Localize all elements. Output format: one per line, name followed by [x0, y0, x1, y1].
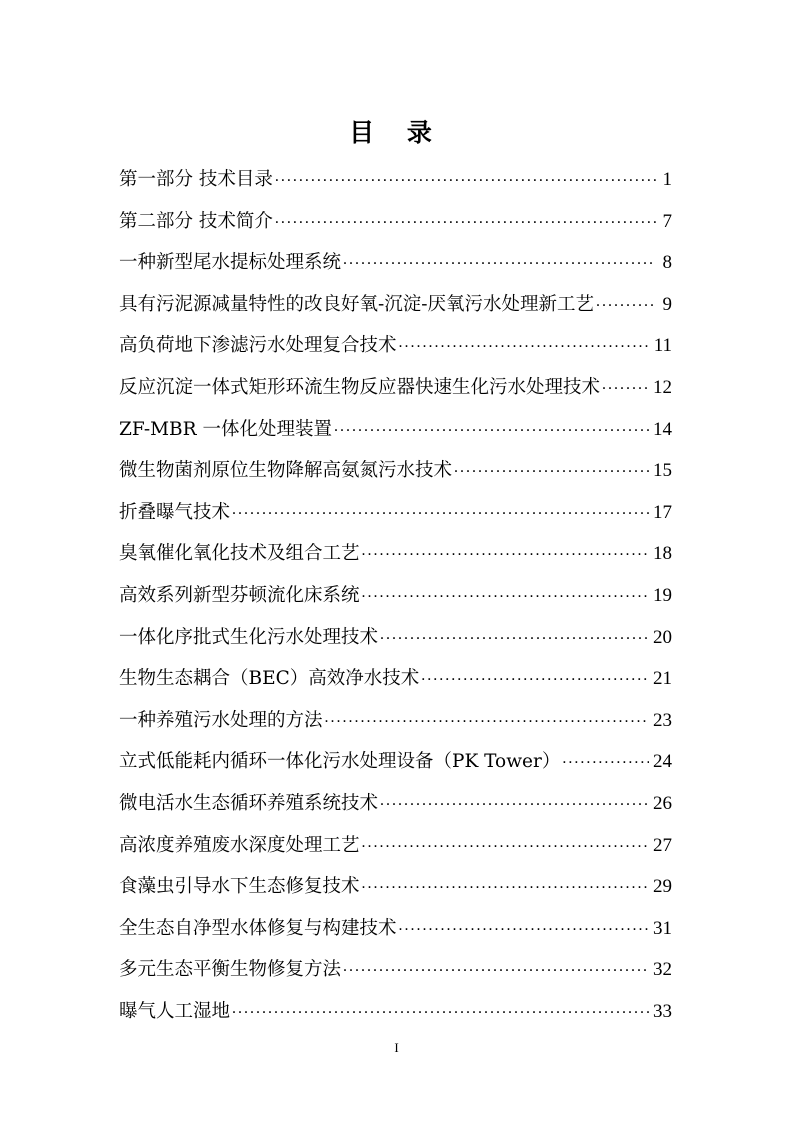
toc-entry-page: 17 [653, 501, 672, 523]
toc-entry-page: 11 [653, 335, 672, 357]
toc-entry-page: 19 [653, 584, 672, 606]
toc-entry-page: 33 [653, 1000, 672, 1022]
toc-entry[interactable] [119, 201, 672, 243]
toc-entry[interactable] [119, 242, 672, 284]
toc-entry-page: 29 [653, 876, 672, 898]
dot-leader [275, 167, 656, 186]
toc-entry-page: 14 [653, 418, 672, 440]
toc-entry-page: 23 [653, 709, 672, 731]
dot-leader [454, 458, 649, 477]
toc-entry[interactable] [119, 658, 672, 700]
toc-entry-page: 15 [653, 460, 672, 482]
dot-leader [362, 541, 649, 560]
toc-entry[interactable] [119, 908, 672, 950]
toc-entry-label: 食藻虫引导水下生态修复技术 [119, 876, 360, 898]
toc-entry-label: 生物生态耦合（BEC）高效净水技术 [119, 668, 420, 690]
toc-entry-page: 24 [653, 751, 672, 773]
toc-entry-label: 反应沉淀一体式矩形环流生物反应器快速生化污水处理技术 [119, 376, 601, 398]
toc-entry[interactable] [119, 741, 672, 783]
dot-leader [334, 416, 649, 435]
toc-entry[interactable] [119, 284, 672, 326]
toc-entry[interactable] [119, 991, 672, 1033]
dot-leader [602, 374, 649, 393]
toc-entry-page: 9 [662, 293, 672, 315]
toc-entry[interactable] [119, 825, 672, 867]
dot-leader [343, 250, 656, 269]
toc-entry-label: 折叠曝气技术 [119, 501, 231, 523]
toc-entry[interactable] [119, 492, 672, 534]
toc-entry-page: 18 [653, 543, 672, 565]
dot-leader [421, 666, 649, 685]
toc-entry[interactable] [119, 866, 672, 908]
toc-entry-label: 第一部分 技术目录 [119, 169, 273, 190]
toc-entry-label: 高效系列新型芬顿流化床系统 [119, 584, 360, 606]
dot-leader [343, 957, 649, 976]
toc-entry-label: 一种新型尾水提标处理系统 [119, 252, 342, 274]
toc-entry-label: 立式低能耗内循环一体化污水处理设备（PK Tower） [119, 751, 561, 773]
toc-entry-page: 8 [662, 252, 672, 274]
dot-leader [380, 624, 649, 643]
toc-entry-label: ZF-MBR 一体化处理装置 [119, 418, 332, 440]
toc-entry[interactable] [119, 409, 672, 451]
toc-entry-page: 32 [653, 959, 672, 981]
dot-leader [399, 333, 650, 352]
toc-entry-page: 7 [662, 210, 672, 232]
toc-entry-page: 31 [653, 917, 672, 939]
page-title: 目 录 [349, 117, 444, 147]
toc-entry-page: 12 [653, 376, 672, 398]
dot-leader [596, 291, 656, 310]
toc-entry[interactable] [119, 325, 672, 367]
toc-entry-page: 1 [662, 169, 672, 190]
toc-entry[interactable] [119, 450, 672, 492]
dot-leader [275, 208, 656, 227]
dot-leader [399, 915, 649, 934]
toc-entry-label: 第二部分 技术简介 [119, 210, 273, 232]
toc-entry[interactable] [119, 783, 672, 825]
toc-entry-label: 一体化序批式生化污水处理技术 [119, 626, 379, 648]
toc-entry[interactable] [119, 533, 672, 575]
toc-entry-label: 曝气人工湿地 [119, 1000, 231, 1022]
toc-entry-page: 26 [653, 792, 672, 814]
toc-entry-page: 20 [653, 626, 672, 648]
toc-entry[interactable] [119, 700, 672, 742]
dot-leader [232, 499, 649, 518]
toc-entry-page: 27 [653, 834, 672, 856]
dot-leader [325, 707, 649, 726]
dot-leader [362, 874, 649, 893]
page-number: I [394, 1040, 399, 1055]
dot-leader [380, 790, 649, 809]
toc-entry-label: 微生物菌剂原位生物降解高氨氮污水技术 [119, 460, 453, 482]
toc-entry[interactable] [119, 949, 672, 991]
dot-leader [562, 749, 649, 768]
toc-entry[interactable] [119, 159, 672, 201]
toc-entry-page: 21 [653, 668, 672, 690]
dot-leader [362, 832, 649, 851]
dot-leader [232, 998, 649, 1017]
toc-entry-label: 高浓度养殖废水深度处理工艺 [119, 834, 360, 856]
toc-entry[interactable] [119, 575, 672, 617]
toc-entry-label: 多元生态平衡生物修复方法 [119, 959, 342, 981]
toc-entry[interactable] [119, 617, 672, 659]
toc-entry-label: 高负荷地下渗滤污水处理复合技术 [119, 335, 397, 357]
dot-leader [362, 582, 649, 601]
toc-entry-label: 具有污泥源减量特性的改良好氧-沉淀-厌氧污水处理新工艺 [119, 293, 595, 315]
toc-entry-label: 臭氧催化氧化技术及组合工艺 [119, 543, 360, 565]
toc-entry-label: 全生态自净型水体修复与构建技术 [119, 917, 397, 939]
toc-entry-label: 一种养殖污水处理的方法 [119, 709, 323, 731]
toc-entry-label: 微电活水生态循环养殖系统技术 [119, 792, 379, 814]
table-of-contents [119, 159, 672, 1032]
toc-entry[interactable] [119, 367, 672, 409]
